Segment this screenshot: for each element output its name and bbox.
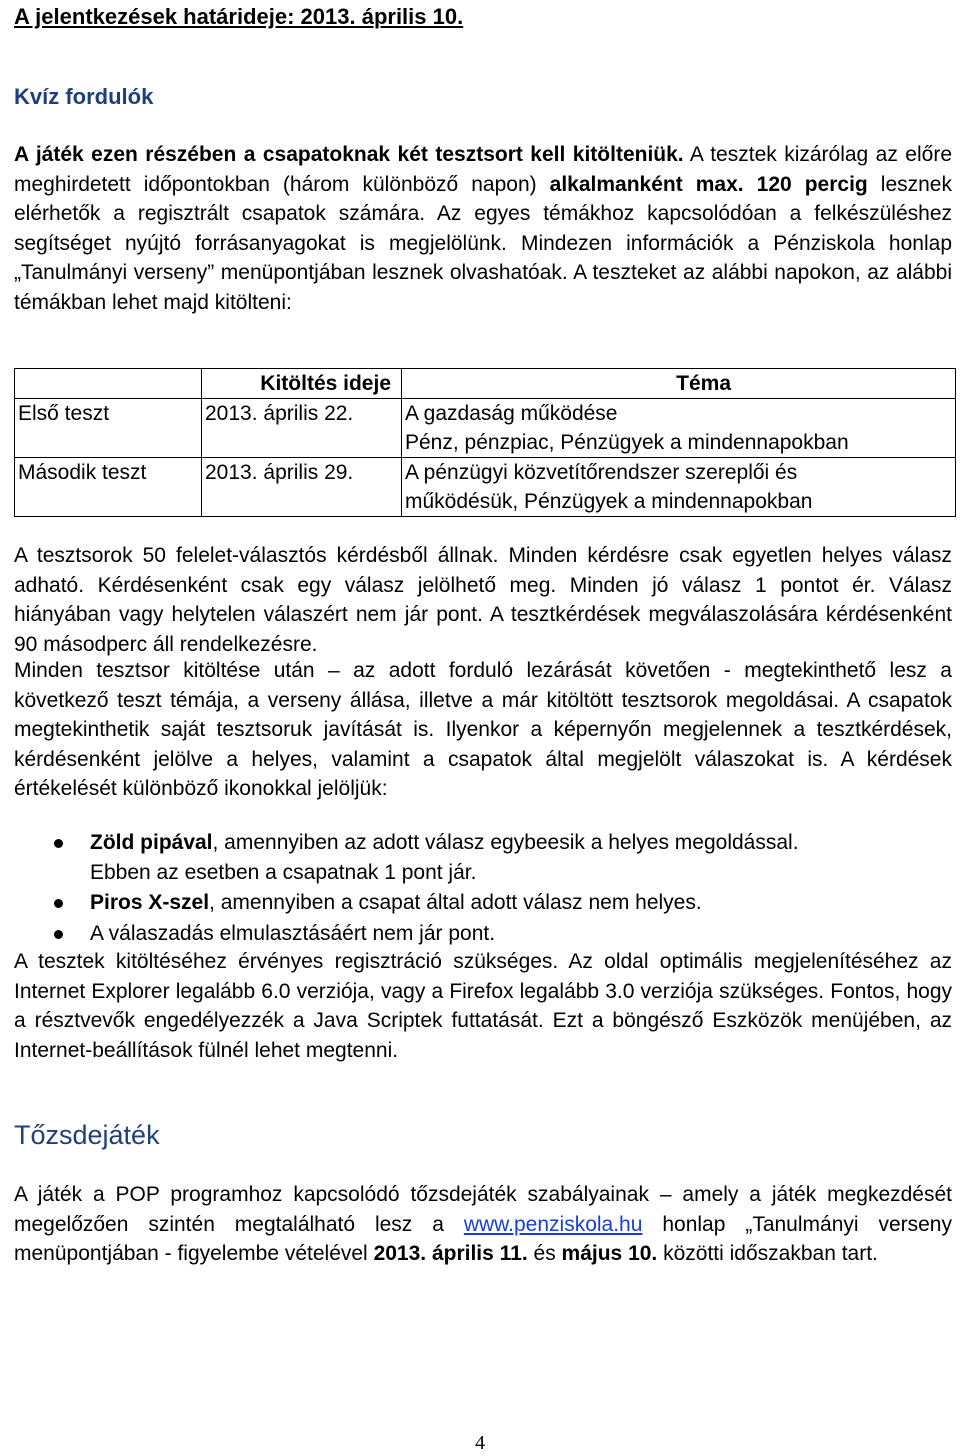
rules-paragraph-2: Minden tesztsor kitöltése után – az adott forduló lezárását követően - megtekinthető lesz a következő teszt témája, a verseny állása, illetve a már kitöltött tesztsorok megoldásai. A csapatok megtekinthetik saját tesztsoruk javítását is. Ilyenkor a képernyőn megjelennek a tesztkérdések, kérdésenként jelölve a helyes, valamint a csapatok által megjelölt válaszokat is. A kérdések értékelését különböző ikonokkal jelöljük: bbox=[14, 659, 952, 801]
bullet-bold: Piros X-szel bbox=[90, 891, 210, 915]
evaluation-icon-list bbox=[14, 828, 952, 948]
bullet-icon bbox=[54, 839, 63, 848]
intro-text-1: A tesztek kizárólag az előre meghirdetett időpontokban (három különböző napon) bbox=[14, 143, 952, 196]
deadline-heading: A jelentkezések határideje: 2013. április 10. bbox=[14, 4, 464, 29]
topic-line: A gazdaság működése bbox=[405, 402, 618, 425]
intro-bold-1: A játék ezen részében a csapatoknak két tesztsort kell kitölteniük. bbox=[14, 143, 684, 166]
stock-text-3: és bbox=[527, 1242, 562, 1266]
stock-text-1: A játék a POP programhoz kapcsolódó tőzsdejáték szabályainak – amely a játék megkezdését megelőzően szintén megtalálható lesz a bbox=[14, 1183, 952, 1236]
test-date-cell: 2013. április 29. bbox=[202, 458, 402, 517]
rules-paragraph-1: A tesztsorok 50 felelet-választós kérdésből állnak. Minden kérdésre csak egyetlen helyes válasz adható. Kérdésenként csak egy válasz jelölhető meg. Minden jó válasz 1 pontot ér. Válasz hiányában vagy helytelen válaszért nem jár pont. A tesztkérdések megválaszolására kérdésenként 90 másodperc áll rendelkezésre. bbox=[14, 544, 952, 656]
bullet-icon bbox=[54, 899, 63, 908]
list-item bbox=[14, 888, 952, 918]
topic-line: Pénz, pénzpiac, Pénzügyek a mindennapokban bbox=[405, 431, 849, 454]
test-topic-cell bbox=[402, 399, 956, 458]
list-item bbox=[14, 828, 952, 887]
bullet-text: , amennyiben az adott válasz egybeesik a helyes megoldással. bbox=[212, 831, 799, 854]
bullet-text: A válaszadás elmulasztásáért nem jár pont. bbox=[90, 921, 496, 945]
table-header-row bbox=[15, 369, 956, 399]
stock-game-heading: Tőzsdejáték bbox=[14, 1120, 160, 1150]
stock-text-2: honlap „Tanulmányi verseny menüpontjában - figyelembe vételével bbox=[14, 1212, 952, 1266]
stock-game-paragraph bbox=[14, 1180, 952, 1269]
topic-line: működésük, Pénzügyek a mindennapokban bbox=[405, 490, 813, 513]
test-name-cell: Második teszt bbox=[15, 458, 202, 517]
topic-line: A pénzügyi közvetítőrendszer szereplői és bbox=[405, 461, 798, 484]
intro-text-2: lesznek elérhetők a regisztrált csapatok számára. Az egyes témákhoz kapcsolódóan a felkészüléshez segítséget nyújtó forrásanyagokat is megjelölünk. Mindezen információk a Pénziskola honlap „Tanulmányi verseny” menüpontjában lesznek olvashatóak. A teszteket az alábbi napokon, az alábbi témákban lehet majd kitölteni: bbox=[14, 172, 952, 314]
penziskola-link[interactable]: www.penziskola.hu bbox=[463, 1212, 643, 1236]
bullet-text: , amennyiben a csapat által adott válasz nem helyes. bbox=[209, 891, 702, 915]
schedule-table bbox=[14, 368, 956, 517]
quiz-section-heading: Kvíz fordulók bbox=[14, 84, 154, 109]
stock-text-4: közötti időszakban tart. bbox=[657, 1242, 878, 1266]
test-date-cell: 2013. április 22. bbox=[202, 399, 402, 458]
test-name-cell: Első teszt bbox=[15, 399, 202, 458]
quiz-intro-paragraph bbox=[14, 140, 952, 318]
list-item bbox=[14, 919, 952, 949]
test-topic-cell bbox=[402, 458, 956, 517]
stock-date-2: május 10. bbox=[561, 1242, 658, 1266]
bullet-icon bbox=[54, 930, 63, 939]
header-time: Kitöltés ideje bbox=[202, 369, 402, 399]
header-topic: Téma bbox=[402, 369, 956, 399]
stock-date-1: 2013. április 11. bbox=[373, 1242, 528, 1266]
table-row bbox=[15, 399, 956, 458]
page-number: 4 bbox=[475, 1432, 485, 1454]
header-empty-cell bbox=[15, 369, 202, 399]
intro-bold-2: alkalmanként max. 120 percig bbox=[549, 172, 868, 196]
technical-requirements-paragraph: A tesztek kitöltéséhez érvényes regisztráció szükséges. Az oldal optimális megjelenítéséhez az Internet Explorer legalább 6.0 verziója, vagy a Firefox legalább 3.0 verziója szükséges. Fontos, hogy a résztvevők engedélyezzék a Java Scriptek futtatását. Ezt a böngésző Eszközök menüjében, az Internet-beállítások fülnél lehet megtenni. bbox=[14, 950, 952, 1062]
table-row bbox=[15, 458, 956, 517]
bullet-bold: Zöld pipával bbox=[90, 831, 213, 854]
bullet-text-line2: Ebben az esetben a csapatnak 1 pont jár. bbox=[90, 860, 477, 884]
